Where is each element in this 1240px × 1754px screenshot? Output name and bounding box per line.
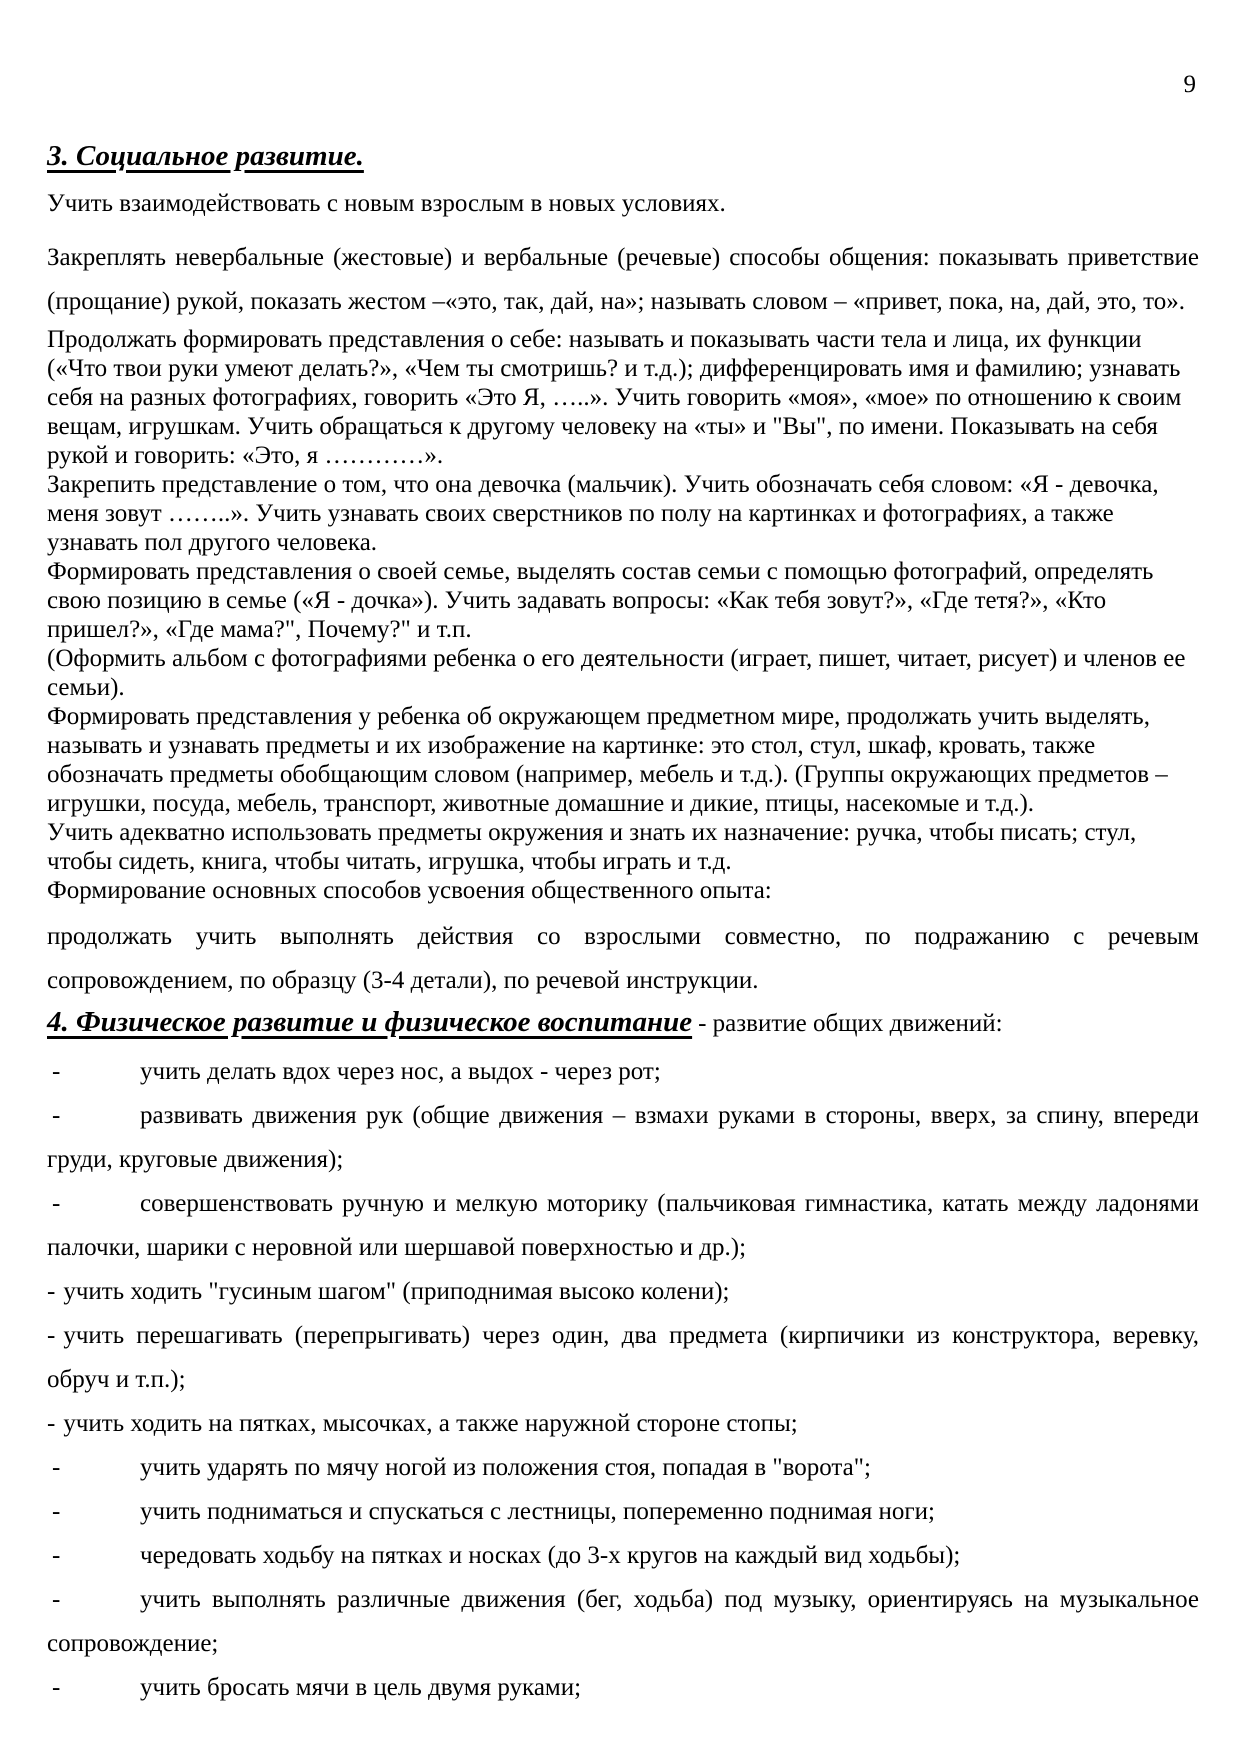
bullet-marker: -	[47, 1322, 56, 1349]
bullet-text: учить ударять по мячу ногой из положения стоя, попадая в "ворота";	[140, 1454, 871, 1481]
bullet-item	[47, 1490, 1199, 1534]
bullet-marker: -	[47, 1278, 56, 1305]
bullet-item	[47, 1050, 1199, 1094]
bullet-text: учить перешагивать (перепрыгивать) через один, два предмета (кирпичики из конструктора, веревку, обруч и т.п.);	[47, 1322, 1199, 1393]
paragraph: Формирование основных способов усвоения общественного опыта:	[47, 877, 772, 904]
bullet-item	[47, 1402, 1199, 1446]
bullet-marker: -	[52, 1454, 61, 1481]
bullet-marker: -	[52, 1542, 61, 1569]
paragraph: Продолжать формировать представления о себе: называть и показывать части тела и лица, их функции («Что твои руки умеют делать?», «Чем ты смотришь? и т.д.); дифференцировать имя и фамилию; узнавать себя на разных фотографиях, говорить «Это Я, …..». Учить говорить «моя», «мое» по отношению к своим вещам, игрушкам. Учить обращаться к другому человеку на «ты» и "Вы", по имени. Показывать на себя рукой и говорить: «Это, я …………».	[47, 326, 1182, 469]
bullet-item	[47, 1314, 1199, 1402]
bullet-text: совершенствовать ручную и мелкую моторику (пальчиковая гимнастика, катать между ладонями палочки, шарики с неровной или шершавой поверхностью и др.);	[47, 1190, 1199, 1261]
page-content	[47, 0, 1199, 1710]
bullet-list	[47, 1050, 1199, 1710]
bullet-item	[47, 1094, 1199, 1182]
bullet-marker: -	[52, 1058, 61, 1085]
bullet-marker: -	[52, 1586, 61, 1613]
bullet-text: учить делать вдох через нос, а выдох - через рот;	[140, 1058, 661, 1085]
section-4-heading-suffix: - развитие общих движений:	[698, 1010, 1003, 1037]
bullet-marker: -	[52, 1102, 61, 1129]
bullet-text: учить выполнять различные движения (бег, ходьба) под музыку, ориентируясь на музыкальное сопровождение;	[47, 1586, 1199, 1657]
bullet-marker: -	[52, 1190, 61, 1217]
bullet-marker: -	[52, 1498, 61, 1525]
bullet-text: учить подниматься и спускаться с лестницы, попеременно поднимая ноги;	[140, 1498, 935, 1525]
paragraph: Учить взаимодействовать с новым взрослым в новых условиях.	[47, 190, 726, 217]
bullet-marker: -	[47, 1410, 56, 1437]
bullet-item	[47, 1446, 1199, 1490]
paragraph: (Оформить альбом с фотографиями ребенка о его деятельности (играет, пишет, читает, рисует) и членов ее семьи).	[47, 645, 1186, 701]
section-4-heading-text: 4. Физическое развитие и физическое воспитание	[47, 1006, 693, 1038]
bullet-text: развивать движения рук (общие движения – взмахи руками в стороны, вверх, за спину, впереди груди, круговые движения);	[47, 1102, 1199, 1173]
paragraph: Учить адекватно использовать предметы окружения и знать их назначение: ручка, чтобы писать; стул, чтобы сидеть, книга, чтобы читать, игрушка, чтобы играть и т.д.	[47, 819, 1137, 875]
bullet-text: чередовать ходьбу на пятках и носках (до 3-х кругов на каждый вид ходьбы);	[140, 1542, 961, 1569]
bullet-item	[47, 1534, 1199, 1578]
section-3-heading	[47, 139, 1199, 173]
section-3-heading-text: 3. Социальное развитие.	[47, 140, 364, 172]
bullet-marker: -	[52, 1674, 61, 1701]
bullet-text: учить бросать мячи в цель двумя руками;	[140, 1674, 582, 1701]
bullet-item	[47, 1182, 1199, 1270]
bullet-text: учить ходить на пятках, мысочках, а также наружной стороне стопы;	[63, 1410, 798, 1437]
bullet-item	[47, 1270, 1199, 1314]
bullet-text: учить ходить "гусиным шагом" (приподнимая высоко колени);	[63, 1278, 730, 1305]
paragraph: Закрепить представление о том, что она девочка (мальчик). Учить обозначать себя словом: «Я - девочка, меня зовут ……..». Учить узнавать своих сверстников по полу на картинках и фотографиях, а также узнавать пол другого человека.	[47, 471, 1159, 556]
paragraph: продолжать учить выполнять действия со взрослыми совместно, по подражанию с речевым сопровождением, по образцу (3-4 детали), по речевой инструкции.	[47, 923, 1199, 994]
paragraph: Закреплять невербальные (жестовые) и вербальные (речевые) способы общения: показывать приветствие (прощание) рукой, показать жестом –«это, так, дай, на»; называть словом – «привет, пока, на, дай, это, то».	[47, 244, 1199, 315]
page-number: 9	[1183, 71, 1196, 98]
section-4-heading	[47, 1005, 1199, 1041]
paragraph: Формировать представления о своей семье, выделять состав семьи с помощью фотографий, определять свою позицию в семье («Я - дочка»). Учить задавать вопросы: «Как тебя зовут?», «Где тетя?», «Кто пришел?», «Где мама?", Почему?" и т.п.	[47, 558, 1154, 643]
bullet-item	[47, 1666, 1199, 1710]
bullet-item	[47, 1578, 1199, 1666]
paragraph: Формировать представления у ребенка об окружающем предметном мире, продолжать учить выделять, называть и узнавать предметы и их изображение на картинке: это стол, стул, шкаф, кровать, также обозначать предметы обобщающим словом (например, мебель и т.д.). (Группы окружающих предметов – игрушки, посуда, мебель, транспорт, животные домашние и дикие, птицы, насекомые и т.д.).	[47, 703, 1168, 817]
